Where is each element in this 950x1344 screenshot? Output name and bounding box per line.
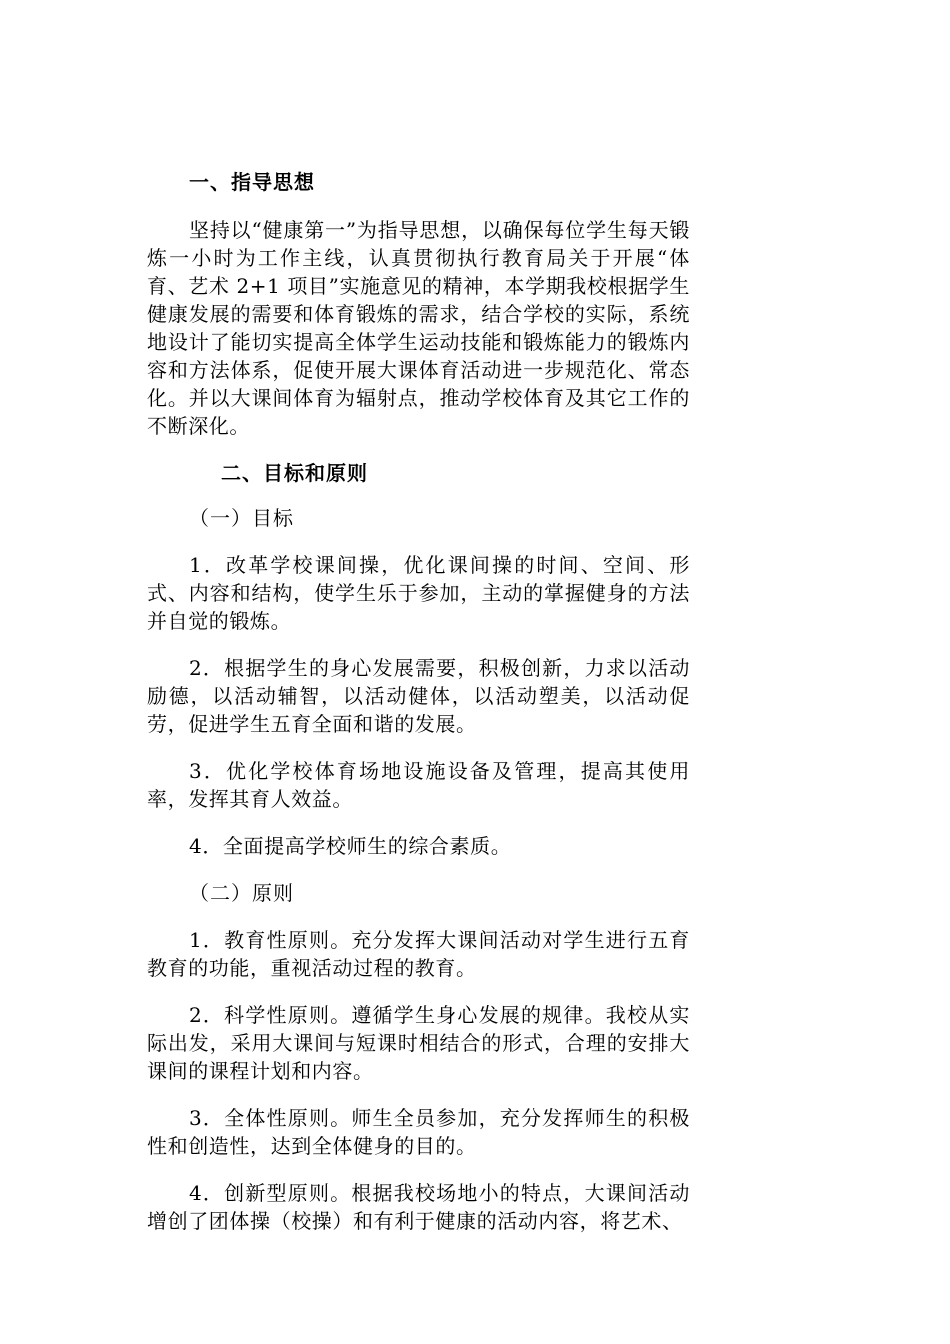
document-page: [147, 168, 690, 1254]
principle-item: 1．教育性原则。充分发挥大课间活动对学生进行五育教育的功能，重视活动过程的教育。: [147, 928, 690, 980]
subheading-goals: （一）目标: [189, 506, 294, 530]
principle-item: 3．全体性原则。师生全员参加，充分发挥师生的积极性和创造性，达到全体健身的目的。: [147, 1106, 690, 1158]
goal-item: 1．改革学校课间操，优化课间操的时间、空间、形式、内容和结构，使学生乐于参加，主动的掌握健身的方法并自觉的锻炼。: [147, 553, 690, 633]
goal-item: 2．根据学生的身心发展需要，积极创新，力求以活动励德，以活动辅智，以活动健体，以活动塑美，以活动促劳，促进学生五育全面和谐的发展。: [147, 656, 690, 736]
principle-item: 2．科学性原则。遵循学生身心发展的规律。我校从实际出发，采用大课间与短课时相结合的形式，合理的安排大课间的课程计划和内容。: [147, 1003, 690, 1083]
guiding-ideology-paragraph: 坚持以“健康第一”为指导思想，以确保每位学生每天锻炼一小时为工作主线，认真贯彻执行教育局关于开展“体育、艺术 2+1 项目”实施意见的精神，本学期我校根据学生健康发展的需要和体育锻炼的需求，结合学校的实际，系统地设计了能切实提高全体学生运动技能和锻炼能力的锻炼内容和方法体系，促使开展大课体育活动进一步规范化、常态化。并以大课间体育为辐射点，推动学校体育及其它工作的不断深化。: [147, 218, 690, 438]
goal-item: 4．全面提高学校师生的综合素质。: [189, 834, 512, 858]
subheading-principles: （二）原则: [189, 881, 294, 905]
principle-item: 4．创新型原则。根据我校场地小的特点，大课间活动增创了团体操（校操）和有利于健康的活动内容，将艺术、: [147, 1181, 690, 1233]
goal-item: 3．优化学校体育场地设施设备及管理，提高其使用率，发挥其育人效益。: [147, 759, 690, 811]
section-heading-guiding-ideology: 一、指导思想: [189, 170, 315, 194]
section-heading-goals-principles: 二、目标和原则: [221, 461, 368, 485]
